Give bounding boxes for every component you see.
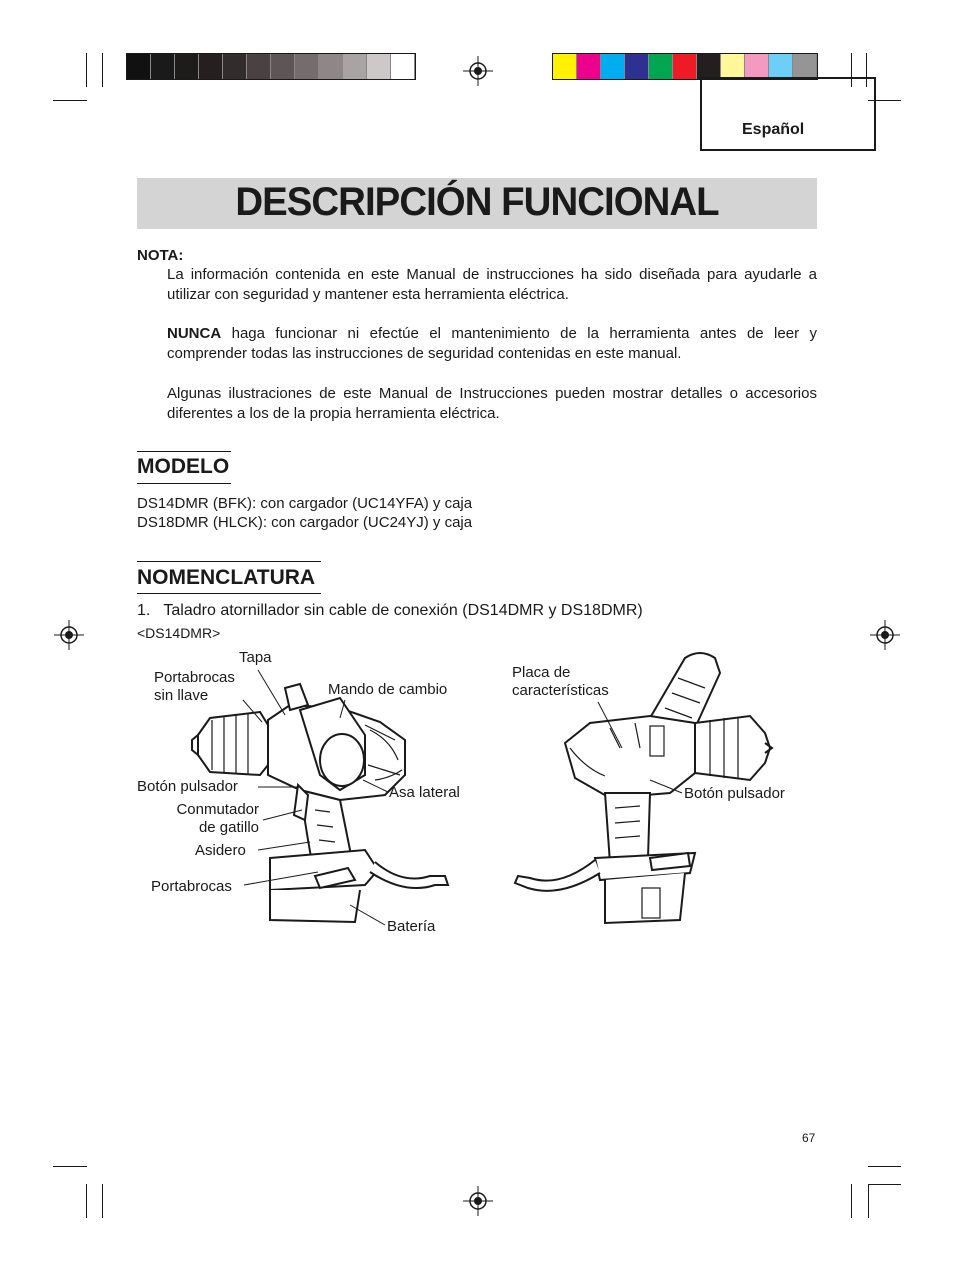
page-title: DESCRIPCIÓN FUNCIONAL — [235, 180, 719, 224]
label-conmutador-de-gatillo: Conmutador de gatillo — [176, 801, 259, 836]
modelo-line: DS18DMR (HLCK): con cargador (UC24YJ) y caja — [137, 514, 473, 531]
language-label: Español — [742, 121, 805, 138]
label-portabrocas-sin-llave: Portabrocas sin llave — [154, 669, 235, 704]
label-portabrocas: Portabrocas — [151, 878, 232, 895]
nomenclatura-heading: NOMENCLATURA — [137, 566, 316, 589]
modelo-heading: MODELO — [137, 455, 230, 478]
label-bateria: Batería — [387, 918, 436, 935]
label-asidero: Asidero — [195, 842, 246, 859]
label-mando-de-cambio: Mando de cambio — [328, 681, 448, 698]
nota-label: NOTA: — [137, 247, 184, 264]
model-tag: <DS14DMR> — [137, 625, 221, 641]
label-boton-pulsador-right: Botón pulsador — [684, 785, 785, 802]
nomenclatura-item: 1. Taladro atornillador sin cable de conexión (DS14DMR y DS18DMR) — [137, 602, 643, 619]
label-boton-pulsador-left: Botón pulsador — [137, 778, 238, 795]
modelo-line: DS14DMR (BFK): con cargador (UC14YFA) y caja — [137, 495, 473, 512]
nota-warning-text: haga funcionar ni efectúe el mantenimiento de la herramienta antes de leer y comprender todas las instrucciones de seguridad contenidas en este manual. — [167, 325, 817, 362]
label-asa-lateral: Asa lateral — [389, 784, 460, 801]
nota-paragraph-1: La información contenida en este Manual de instrucciones ha sido diseñada para ayudarle a utilizar con seguridad y mantener esta herramienta eléctrica. — [167, 266, 817, 303]
page-number: 67 — [802, 1131, 816, 1145]
nota-warning-word: NUNCA — [167, 325, 222, 342]
nota-paragraph-3: Algunas ilustraciones de este Manual de Instrucciones pueden mostrar detalles o accesorios diferentes a los de la propia herramienta eléctrica. — [167, 385, 817, 422]
label-placa-de-caracteristicas: Placa de características — [512, 664, 609, 699]
label-tapa: Tapa — [239, 649, 272, 666]
